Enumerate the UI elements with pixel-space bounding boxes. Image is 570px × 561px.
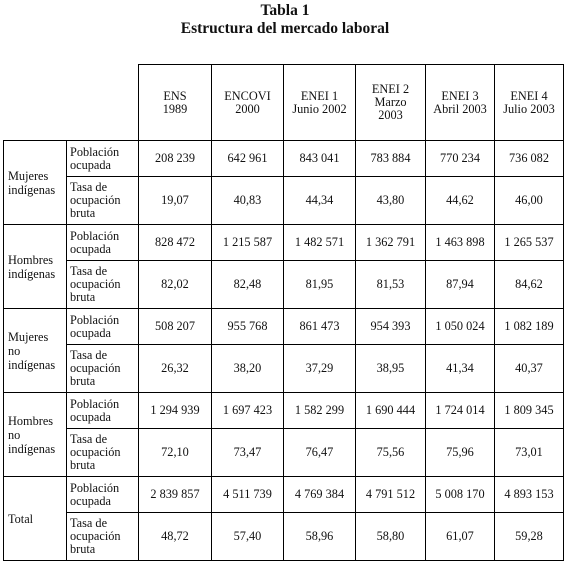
metric-label: Población ocupada	[67, 477, 139, 513]
metric-label: Población ocupada	[67, 309, 139, 345]
metric-label: Tasa de ocupación bruta	[67, 261, 139, 309]
table-row	[4, 513, 564, 561]
value-cell: 59,28	[495, 513, 564, 561]
table-row	[4, 309, 564, 345]
metric-label: Tasa de ocupación bruta	[67, 429, 139, 477]
value-cell: 1 082 189	[495, 309, 564, 345]
table-subtitle: Estructura del mercado laboral	[180, 20, 390, 37]
table-row	[4, 225, 564, 261]
value-cell: 2 839 857	[139, 477, 212, 513]
metric-label: Tasa de ocupación bruta	[67, 177, 139, 225]
value-cell: 75,56	[356, 429, 426, 477]
metric-label: Tasa de ocupación bruta	[67, 513, 139, 561]
labor-market-table	[3, 64, 564, 561]
value-cell: 861 473	[284, 309, 356, 345]
value-cell: 1 690 444	[356, 393, 426, 429]
value-cell: 4 769 384	[284, 477, 356, 513]
value-cell: 46,00	[495, 177, 564, 225]
value-cell: 1 050 024	[426, 309, 495, 345]
value-cell: 81,53	[356, 261, 426, 309]
value-cell: 19,07	[139, 177, 212, 225]
value-cell: 72,10	[139, 429, 212, 477]
column-header: ENEI 1 Junio 2002	[284, 65, 356, 141]
value-cell: 73,47	[212, 429, 284, 477]
value-cell: 508 207	[139, 309, 212, 345]
metric-label: Población ocupada	[67, 141, 139, 177]
value-cell: 1 482 571	[284, 225, 356, 261]
table-row	[4, 429, 564, 477]
value-cell: 208 239	[139, 141, 212, 177]
table-row	[4, 141, 564, 177]
value-cell: 81,95	[284, 261, 356, 309]
column-header: ENEI 3 Abril 2003	[426, 65, 495, 141]
value-cell: 5 008 170	[426, 477, 495, 513]
value-cell: 73,01	[495, 429, 564, 477]
value-cell: 44,62	[426, 177, 495, 225]
value-cell: 783 884	[356, 141, 426, 177]
table-row	[4, 477, 564, 513]
table-row	[4, 345, 564, 393]
group-label: Hombres no indígenas	[4, 393, 67, 477]
value-cell: 48,72	[139, 513, 212, 561]
value-cell: 1 809 345	[495, 393, 564, 429]
value-cell: 642 961	[212, 141, 284, 177]
table-row	[4, 177, 564, 225]
column-header: ENEI 2 Marzo 2003	[356, 65, 426, 141]
value-cell: 736 082	[495, 141, 564, 177]
value-cell: 43,80	[356, 177, 426, 225]
value-cell: 76,47	[284, 429, 356, 477]
value-cell: 40,37	[495, 345, 564, 393]
column-header: ENEI 4 Julio 2003	[495, 65, 564, 141]
group-label: Mujeres indígenas	[4, 141, 67, 225]
value-cell: 955 768	[212, 309, 284, 345]
value-cell: 84,62	[495, 261, 564, 309]
value-cell: 4 893 153	[495, 477, 564, 513]
group-label: Hombres indígenas	[4, 225, 67, 309]
value-cell: 1 265 537	[495, 225, 564, 261]
value-cell: 38,95	[356, 345, 426, 393]
value-cell: 1 215 587	[212, 225, 284, 261]
value-cell: 4 511 739	[212, 477, 284, 513]
column-header: ENS 1989	[139, 65, 212, 141]
value-cell: 82,02	[139, 261, 212, 309]
value-cell: 1 463 898	[426, 225, 495, 261]
value-cell: 58,80	[356, 513, 426, 561]
value-cell: 58,96	[284, 513, 356, 561]
value-cell: 38,20	[212, 345, 284, 393]
group-label: Total	[4, 477, 67, 561]
value-cell: 57,40	[212, 513, 284, 561]
value-cell: 75,96	[426, 429, 495, 477]
value-cell: 41,34	[426, 345, 495, 393]
group-label: Mujeres no indígenas	[4, 309, 67, 393]
metric-label: Tasa de ocupación bruta	[67, 345, 139, 393]
column-header: ENCOVI 2000	[212, 65, 284, 141]
value-cell: 44,34	[284, 177, 356, 225]
value-cell: 1 582 299	[284, 393, 356, 429]
value-cell: 1 697 423	[212, 393, 284, 429]
value-cell: 40,83	[212, 177, 284, 225]
value-cell: 1 724 014	[426, 393, 495, 429]
metric-label: Población ocupada	[67, 393, 139, 429]
value-cell: 828 472	[139, 225, 212, 261]
table-row	[4, 261, 564, 309]
value-cell: 1 362 791	[356, 225, 426, 261]
value-cell: 843 041	[284, 141, 356, 177]
value-cell: 770 234	[426, 141, 495, 177]
table-row	[4, 393, 564, 429]
empty-corner	[4, 65, 139, 141]
value-cell: 82,48	[212, 261, 284, 309]
value-cell: 954 393	[356, 309, 426, 345]
value-cell: 4 791 512	[356, 477, 426, 513]
value-cell: 26,32	[139, 345, 212, 393]
value-cell: 61,07	[426, 513, 495, 561]
metric-label: Población ocupada	[67, 225, 139, 261]
value-cell: 1 294 939	[139, 393, 212, 429]
value-cell: 87,94	[426, 261, 495, 309]
table-title: Tabla 1	[260, 2, 310, 19]
header-row	[4, 65, 564, 141]
value-cell: 37,29	[284, 345, 356, 393]
